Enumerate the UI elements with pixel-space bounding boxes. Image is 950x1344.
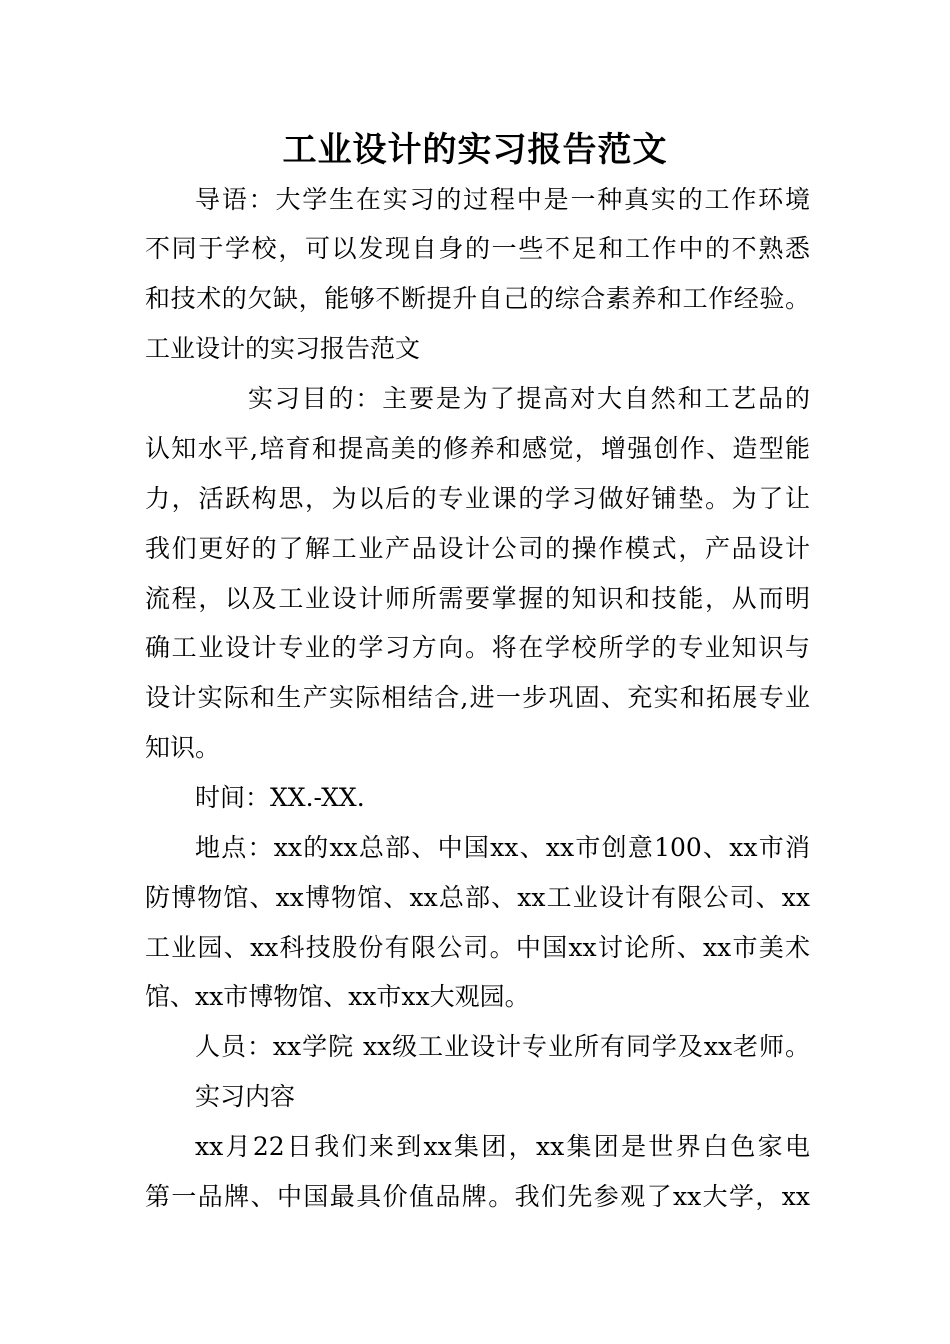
section-heading: 工业设计的实习报告范文 (145, 334, 421, 363)
paragraph-line: 力，活跃构思，为以后的专业课的学习做好铺垫。为了让 (145, 484, 810, 513)
personnel-line: 人员：xx学院 xx级工业设计专业所有同学及xx老师。 (195, 1032, 810, 1061)
location-line: 防博物馆、xx博物馆、xx总部、xx工业设计有限公司、xx (145, 883, 810, 912)
location-line: 馆、xx市博物馆、xx市xx大观园。 (145, 982, 530, 1011)
location-line: 工业园、xx科技股份有限公司。中国xx讨论所、xx市美术 (145, 933, 810, 962)
paragraph-line: 不同于学校，可以发现自身的一些不足和工作中的不熟悉 (145, 234, 810, 263)
paragraph-line: 确工业设计专业的学习方向。将在学校所学的专业知识与 (145, 633, 810, 662)
time-line: 时间：XX.-XX. (195, 783, 365, 812)
document-title: 工业设计的实习报告范文 (282, 130, 668, 170)
paragraph-line: 知识。 (145, 733, 221, 762)
paragraph-line: 第一品牌、中国最具价值品牌。我们先参观了xx大学，xx (145, 1182, 810, 1211)
paragraph-line: xx月22日我们来到xx集团，xx集团是世界白色家电 (195, 1132, 810, 1161)
paragraph-line: 导语：大学生在实习的过程中是一种真实的工作环境 (195, 185, 810, 214)
paragraph-line: 认知水平,培育和提高美的修养和感觉，增强创作、造型能 (145, 434, 810, 463)
section-heading: 实习内容 (195, 1082, 296, 1111)
paragraph-line: 和技术的欠缺，能够不断提升自己的综合素养和工作经验。 (145, 284, 810, 313)
location-line: 地点：xx的xx总部、中国xx、xx市创意100、xx市消 (195, 833, 810, 862)
paragraph-line: 我们更好的了解工业产品设计公司的操作模式，产品设计 (145, 534, 810, 563)
paragraph-line: 设计实际和生产实际相结合,进一步巩固、充实和拓展专业 (145, 683, 810, 712)
paragraph-line: 流程，以及工业设计师所需要掌握的知识和技能，从而明 (145, 584, 810, 613)
paragraph-line: 实习目的：主要是为了提高对大自然和工艺品的 (248, 384, 810, 413)
